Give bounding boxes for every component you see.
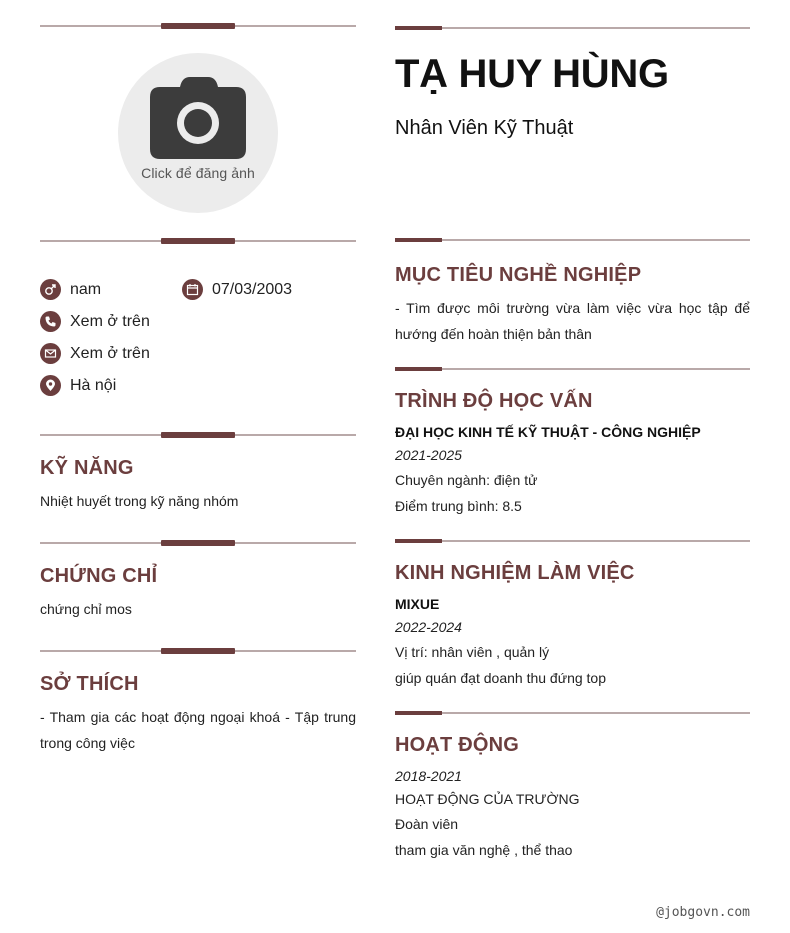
divider-info <box>40 237 356 245</box>
gender-row <box>40 279 101 300</box>
job-title: Nhân Viên Kỹ Thuật <box>395 117 574 139</box>
education-title: TRÌNH ĐỘ HỌC VẤN <box>395 390 593 412</box>
phone-row <box>40 311 150 332</box>
camera-icon <box>150 75 246 159</box>
phone-value: Xem ở trên <box>70 312 150 330</box>
experience-period: 2022-2024 <box>395 619 462 635</box>
objective-title: MỤC TIÊU NGHỀ NGHIỆP <box>395 264 642 286</box>
address-row <box>40 375 116 396</box>
divider-activities <box>395 710 750 716</box>
phone-icon <box>40 311 61 332</box>
skills-text: Nhiệt huyết trong kỹ năng nhóm <box>40 493 239 509</box>
dob-row <box>182 279 292 300</box>
email-row <box>40 343 150 364</box>
email-value: Xem ở trên <box>70 344 150 362</box>
mail-icon <box>40 343 61 364</box>
divider-top-right <box>395 25 750 31</box>
gender-icon <box>40 279 61 300</box>
divider-skills <box>40 431 356 439</box>
divider-objective <box>395 237 750 243</box>
hobbies-text: - Tham gia các hoạt động ngoại khoá - Tập trung trong công việc <box>40 709 356 751</box>
experience-position: Vị trí: nhân viên , quản lý <box>395 644 550 660</box>
objective-text: - Tìm được môi trường vừa làm việc vừa học tập để hướng đến hoàn thiện bản thân <box>395 300 750 342</box>
dob-value: 07/03/2003 <box>212 280 293 298</box>
calendar-icon <box>182 279 203 300</box>
experience-detail: giúp quán đạt doanh thu đứng top <box>395 670 606 686</box>
gender-value: nam <box>70 280 102 298</box>
certificates-title: CHỨNG CHỈ <box>40 565 158 587</box>
activities-detail: tham gia văn nghệ , thể thao <box>395 842 573 858</box>
activities-title: HOẠT ĐỘNG <box>395 734 520 756</box>
skills-title: KỸ NĂNG <box>40 457 134 479</box>
divider-education <box>395 366 750 372</box>
experience-company: MIXUE <box>395 596 440 612</box>
divider-hobbies <box>40 647 356 655</box>
activities-period: 2018-2021 <box>395 768 462 784</box>
avatar-upload[interactable] <box>118 53 278 213</box>
certificates-text: chứng chỉ mos <box>40 601 132 617</box>
activities-role: Đoàn viên <box>395 816 459 832</box>
education-major: Chuyên ngành: điện tử <box>395 472 538 488</box>
divider-top-left <box>40 22 356 30</box>
divider-experience <box>395 538 750 544</box>
education-school: ĐẠI HỌC KINH TẾ KỸ THUẬT - CÔNG NGHIỆP <box>395 424 701 440</box>
address-value: Hà nội <box>70 376 117 394</box>
location-icon <box>40 375 61 396</box>
experience-title: KINH NGHIỆM LÀM VIỆC <box>395 562 635 584</box>
education-period: 2021-2025 <box>395 447 462 463</box>
photo-caption: Click để đăng ảnh <box>141 165 255 181</box>
candidate-name: TẠ HUY HÙNG <box>395 52 669 96</box>
hobbies-title: SỞ THÍCH <box>40 673 139 695</box>
divider-certificates <box>40 539 356 547</box>
footer-brand: @jobgovn.com <box>656 905 750 920</box>
activities-org: HOẠT ĐỘNG CỦA TRƯỜNG <box>395 791 580 807</box>
education-gpa: Điểm trung bình: 8.5 <box>395 498 522 514</box>
